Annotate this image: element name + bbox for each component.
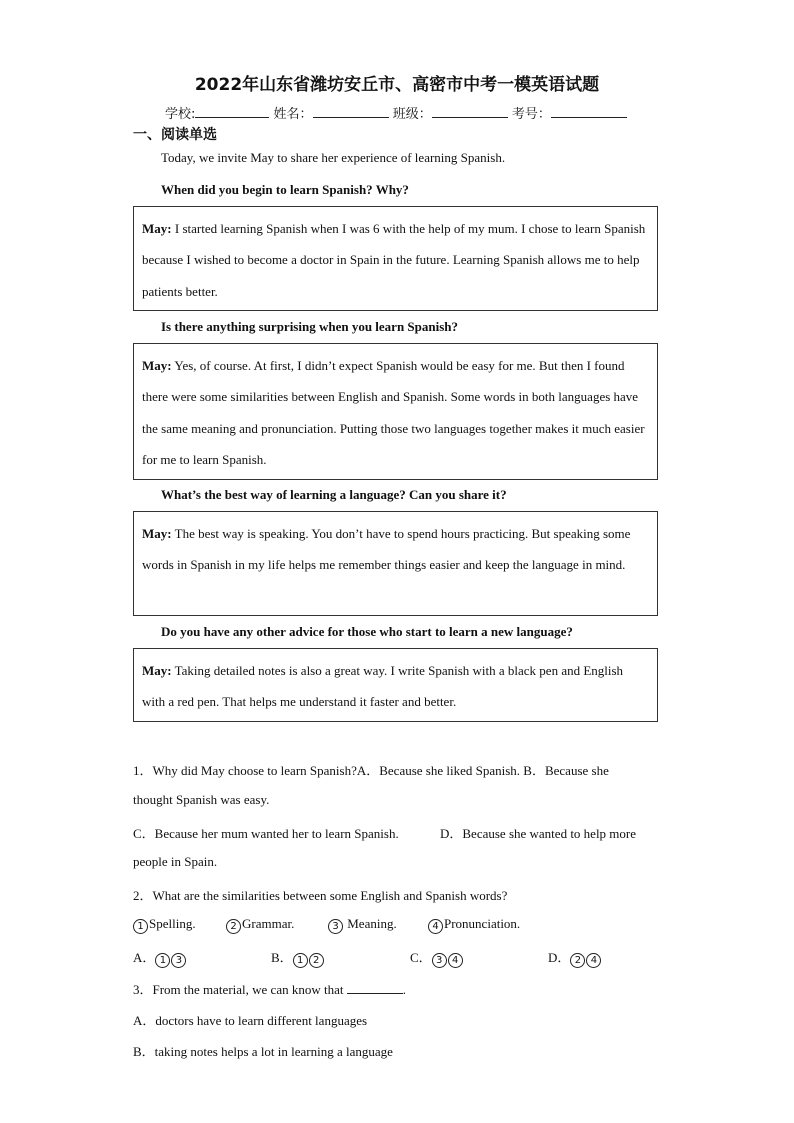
class-blank[interactable] [432, 105, 508, 118]
q3-option-b[interactable]: B．taking notes helps a lot in learning a language [133, 1044, 393, 1059]
answer-blank[interactable] [347, 981, 403, 994]
answer-box-3 [133, 511, 658, 616]
school-blank[interactable] [195, 105, 269, 118]
circled-number: 4 [428, 919, 443, 934]
answer-text: Taking detailed notes is also a great way. I write Spanish with a black pen and English with a red pen. That helps me understand it faster and better. [142, 663, 624, 710]
interview-question-1: When did you begin to learn Spanish? Why? [161, 182, 409, 197]
q2-item-2: 2 Grammar. [226, 916, 294, 934]
name-blank[interactable] [313, 105, 389, 118]
q3-stem: 3．From the material, we can know that . [133, 982, 406, 997]
q2-item-1: 1 Spelling. [133, 916, 196, 934]
interview-question-4: Do you have any other advice for those who start to learn a new language? [161, 624, 573, 639]
q1-option-c[interactable]: C．Because her mum wanted her to learn Spanish. [133, 826, 399, 841]
circled-number: 3 [328, 919, 343, 934]
q1-option-d[interactable]: D．Because she wanted to help more [440, 826, 637, 841]
q2-option-c[interactable]: C． 3 4 [410, 947, 464, 968]
class-label: 班级： [392, 107, 432, 122]
circled-number: 1 [133, 919, 148, 934]
school-label: 学校: [165, 107, 196, 122]
name-label: 姓名： [273, 107, 313, 122]
q1-stem-line1: 1．Why did May choose to learn Spanish?A．Because she liked Spanish. B．Because she [133, 763, 609, 778]
answer-text: The best way is speaking. You don’t have to spend hours practicing. But speaking some words in Spanish in my life helps me remember things easier and keep the language in mind. [142, 526, 631, 573]
speaker-label: May: [142, 358, 172, 373]
intro-text: Today, we invite May to share her experience of learning Spanish. [161, 150, 506, 165]
q2-option-b[interactable]: B． 1 2 [271, 947, 325, 968]
answer-text: I started learning Spanish when I was 6 with the help of my mum. I chose to learn Spanish because I wished to become a doctor in Spain in the future. Learning Spanish allows me to help patients better. [142, 221, 646, 299]
q3-option-a[interactable]: A．doctors have to learn different languages [133, 1013, 368, 1028]
page-title: 2022年山东省潍坊安丘市、高密市中考一模英语试题 [194, 75, 600, 95]
student-info-line [165, 103, 627, 122]
answer-box-2 [133, 343, 658, 480]
number-label: 考号： [511, 107, 551, 122]
answer-box-1 [133, 206, 658, 311]
q2-item-3: 3 Meaning. [328, 916, 397, 934]
number-blank[interactable] [551, 105, 627, 118]
answer-text: Yes, of course. At first, I didn’t expect Spanish would be easy for me. But then I found there were some similarities between English and Spanish. Some words in both languages have the same meaning and pronunciation. Putting those two languages together makes it much easier for me to learn Spanish. [142, 358, 645, 467]
interview-question-3: What’s the best way of learning a language? Can you share it? [161, 487, 507, 502]
speaker-label: May: [142, 663, 172, 678]
speaker-label: May: [142, 526, 172, 541]
q2-option-a[interactable]: A． 1 3 [133, 947, 187, 968]
q1-option-d-cont: people in Spain. [133, 854, 218, 869]
q2-stem: 2．What are the similarities between some English and Spanish words? [133, 888, 508, 903]
q2-item-4: 4 Pronunciation. [428, 916, 520, 934]
q1-stem-line2: thought Spanish was easy. [133, 792, 270, 807]
circled-number: 2 [226, 919, 241, 934]
speaker-label: May: [142, 221, 172, 236]
answer-box-4 [133, 648, 658, 722]
section-heading: 一、阅读单选 [133, 127, 217, 143]
interview-question-2: Is there anything surprising when you learn Spanish? [161, 319, 459, 334]
q2-option-d[interactable]: D． 2 4 [548, 947, 602, 968]
